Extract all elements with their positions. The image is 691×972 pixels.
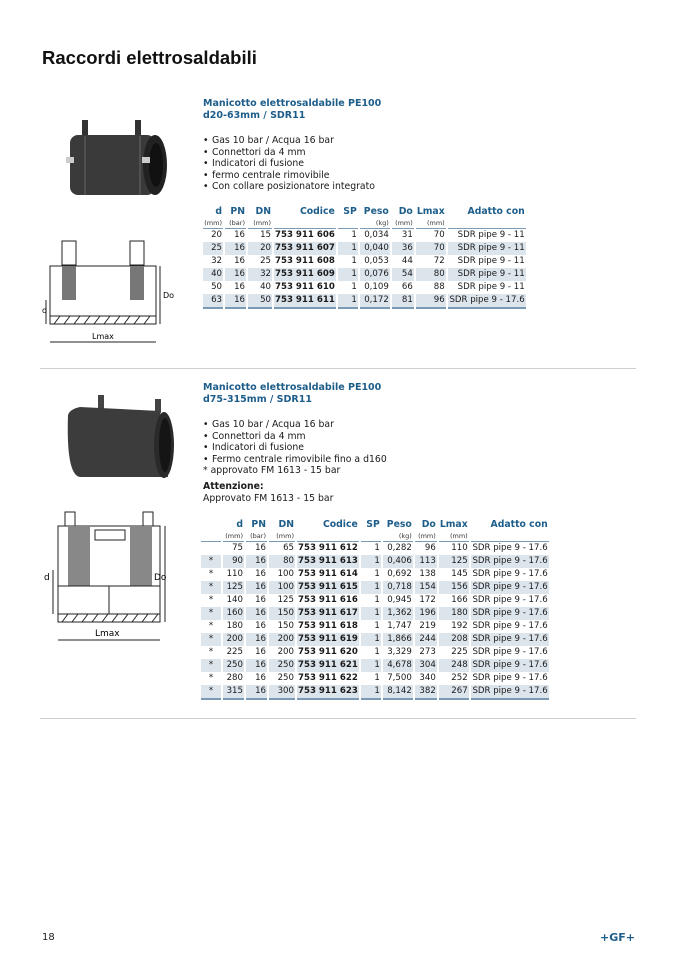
feature-item: • Con collare posizionatore integrato xyxy=(203,181,375,193)
feature-item: • Gas 10 bar / Acqua 16 bar xyxy=(203,419,387,431)
table-cell: 250 xyxy=(269,659,295,672)
header-cell: DN xyxy=(255,206,271,217)
unit-cell: (mm) xyxy=(392,218,414,229)
table-cell: 1,747 xyxy=(387,621,412,631)
product-photo-coupler-large xyxy=(60,395,170,480)
table-cell: SDR pipe 9 - 17.6 xyxy=(472,595,548,605)
table-cell: 225 xyxy=(451,647,468,657)
header-cell: DN xyxy=(278,519,294,530)
unit-cell xyxy=(471,531,549,542)
table-cell: 1 xyxy=(361,659,381,672)
dim-label-do: Do xyxy=(154,573,167,583)
attention-label: Attenzione: xyxy=(203,481,264,492)
table-cell: 0,406 xyxy=(383,555,413,568)
table-cell: 50 xyxy=(248,294,272,309)
dim-label-d: d xyxy=(42,306,48,315)
table-cell: SDR pipe 9 - 11 xyxy=(457,282,525,292)
header-cell: PN xyxy=(251,519,266,530)
table-cell: * xyxy=(201,659,221,672)
table-cell: 66 xyxy=(401,282,413,292)
table-cell: 80 xyxy=(269,555,295,568)
table-cell: 1 xyxy=(338,242,358,255)
unit-cell: (mm) xyxy=(415,531,437,542)
table-cell: 125 xyxy=(277,595,294,605)
technical-drawing-small xyxy=(42,238,175,348)
table-cell: 0,053 xyxy=(364,256,389,266)
table-cell: 16 xyxy=(234,256,245,266)
table-row xyxy=(201,581,549,594)
table-cell: 753 911 612 xyxy=(298,543,358,553)
table-cell: SDR pipe 9 - 17.6 xyxy=(472,673,548,683)
table-cell: 1 xyxy=(374,569,380,579)
table-row xyxy=(203,229,526,242)
table-cell: 280 xyxy=(226,673,243,683)
product-photo-coupler-small xyxy=(60,120,170,200)
table-cell: 753 911 609 xyxy=(275,269,335,279)
table-cell: 44 xyxy=(401,256,413,266)
table-cell: * xyxy=(201,555,221,568)
table-cell: 208 xyxy=(439,633,469,646)
table-cell: 16 xyxy=(255,569,266,579)
table-cell: 16 xyxy=(234,282,245,292)
table-cell: 40 xyxy=(260,282,271,292)
table-cell: 166 xyxy=(451,595,468,605)
feature-item: • Connettori da 4 mm xyxy=(203,147,375,159)
table-cell: 70 xyxy=(416,242,446,255)
feature-item: • Indicatori di fusione xyxy=(203,158,375,170)
table-cell: 0,076 xyxy=(360,268,390,281)
table-cell: 1 xyxy=(351,256,357,266)
unit-cell xyxy=(297,531,359,542)
table-cell: 25 xyxy=(260,256,271,266)
table-cell: * xyxy=(201,685,221,700)
unit-cell xyxy=(274,218,336,229)
table-cell: SDR pipe 9 - 11 xyxy=(457,256,525,266)
table-cell: 340 xyxy=(419,673,436,683)
table-cell: 180 xyxy=(226,621,243,631)
table-cell: * xyxy=(201,607,221,620)
table-row xyxy=(201,594,549,607)
table-cell: 16 xyxy=(246,659,267,672)
unit-cell: (mm) xyxy=(416,218,446,229)
table-cell: 16 xyxy=(246,633,267,646)
table-cell: 1 xyxy=(351,230,357,240)
header-cell: d xyxy=(215,206,222,217)
table-cell: 36 xyxy=(392,242,414,255)
table-cell: 110 xyxy=(226,569,243,579)
table-cell: 753 911 608 xyxy=(275,256,335,266)
table-cell: 16 xyxy=(225,294,246,309)
technical-drawing-large xyxy=(44,510,170,650)
table-row xyxy=(203,294,526,309)
unit-cell: (mm) xyxy=(439,531,469,542)
table-cell: SDR pipe 9 - 11 xyxy=(448,268,526,281)
table-cell: 150 xyxy=(277,621,294,631)
table-cell: 1 xyxy=(361,633,381,646)
table-cell: SDR pipe 9 - 17.6 xyxy=(472,543,548,553)
page-number: 18 xyxy=(42,932,55,943)
table-cell: 753 911 614 xyxy=(298,569,358,579)
table-cell: 100 xyxy=(277,569,294,579)
table-cell: SDR pipe 9 - 17.6 xyxy=(472,569,548,579)
table-cell: 1 xyxy=(374,543,380,553)
table-cell: 1 xyxy=(374,673,380,683)
header-row xyxy=(203,206,526,218)
table-row xyxy=(201,555,549,568)
table-cell: 4,678 xyxy=(383,659,413,672)
header-cell: Adatto con xyxy=(490,519,548,530)
table-cell: 273 xyxy=(419,647,436,657)
header-cell: d xyxy=(236,519,243,530)
table-cell: SDR pipe 9 - 17.6 xyxy=(472,660,548,670)
product-table-2 xyxy=(199,519,551,700)
table-cell: * xyxy=(208,569,214,579)
table-cell: 54 xyxy=(392,268,414,281)
header-cell: Lmax xyxy=(439,519,468,530)
header-cell: Adatto con xyxy=(467,206,525,217)
table-cell: 267 xyxy=(439,685,469,700)
unit-cell xyxy=(361,531,381,542)
table-cell: SDR pipe 9 - 17.6 xyxy=(472,647,548,657)
table-cell: * xyxy=(201,581,221,594)
table-cell: 138 xyxy=(419,569,436,579)
table-row xyxy=(201,542,549,555)
table-cell: * xyxy=(208,595,214,605)
table-cell: 3,329 xyxy=(387,647,412,657)
header-cell xyxy=(201,519,221,531)
table-cell: 300 xyxy=(269,685,295,700)
table-cell: 1 xyxy=(351,282,357,292)
table-cell: 753 911 606 xyxy=(275,230,335,240)
unit-cell: (kg) xyxy=(383,531,413,542)
table-cell: 200 xyxy=(223,633,244,646)
table-cell: SDR pipe 9 - 17.6 xyxy=(472,621,548,631)
table-cell: 753 911 615 xyxy=(298,582,358,592)
table-cell: 16 xyxy=(255,543,266,553)
table-row xyxy=(201,607,549,620)
table-cell: 20 xyxy=(248,242,272,255)
divider xyxy=(40,718,636,719)
table-cell: 753 911 611 xyxy=(274,294,336,309)
header-cell: SP xyxy=(343,206,357,217)
header-cell: Do xyxy=(398,206,413,217)
unit-cell: (bar) xyxy=(246,531,267,542)
table-cell: 16 xyxy=(246,685,267,700)
unit-cell: (mm) xyxy=(269,531,295,542)
table-cell: SDR pipe 9 - 17.6 xyxy=(472,556,548,566)
unit-cell: (mm) xyxy=(204,219,222,227)
table-cell: 75 xyxy=(232,543,243,553)
table-cell: 65 xyxy=(283,543,294,553)
table-cell: 1 xyxy=(374,621,380,631)
table-cell: 156 xyxy=(439,581,469,594)
table-cell: 753 911 613 xyxy=(298,556,358,566)
feature-list xyxy=(203,135,375,193)
table-cell: 753 911 621 xyxy=(298,660,358,670)
table-cell: 1 xyxy=(361,555,381,568)
table-cell: 145 xyxy=(451,569,468,579)
table-cell: 172 xyxy=(419,595,436,605)
header-cell: Peso xyxy=(363,206,389,217)
table-cell: * xyxy=(208,621,214,631)
feature-list xyxy=(203,419,387,465)
table-cell: 80 xyxy=(416,268,446,281)
table-cell: SDR pipe 9 - 17.6 xyxy=(472,608,548,618)
dim-label-lmax: Lmax xyxy=(92,332,114,341)
feature-item: • fermo centrale rimovibile xyxy=(203,170,375,182)
table-cell: SDR pipe 9 - 11 xyxy=(448,242,526,255)
table-cell: 244 xyxy=(415,633,437,646)
table-cell: SDR pipe 9 - 11 xyxy=(457,230,525,240)
units-row xyxy=(201,531,549,542)
table-cell: 16 xyxy=(246,581,267,594)
table-cell: 16 xyxy=(255,673,266,683)
page-title: Raccordi elettrosaldabili xyxy=(42,47,257,68)
table-cell: 32 xyxy=(248,268,272,281)
table-cell: 753 911 617 xyxy=(298,608,358,618)
table-cell: 0,109 xyxy=(364,282,389,292)
header-row xyxy=(201,519,549,531)
table-cell: 250 xyxy=(223,659,244,672)
table-cell: 16 xyxy=(225,268,246,281)
unit-cell xyxy=(448,218,526,229)
table-row xyxy=(201,568,549,581)
product-table-1 xyxy=(201,206,528,309)
units-row xyxy=(203,218,526,229)
table-cell: 15 xyxy=(260,230,271,240)
table-cell: 16 xyxy=(255,621,266,631)
table-cell: 382 xyxy=(415,685,437,700)
unit-cell: (kg) xyxy=(360,218,390,229)
section2-heading xyxy=(203,382,381,406)
table-row xyxy=(203,268,526,281)
table-cell: * xyxy=(201,633,221,646)
table-cell: 1 xyxy=(374,595,380,605)
feature-item: • Connettori da 4 mm xyxy=(203,431,387,443)
unit-cell xyxy=(201,531,221,542)
table-row xyxy=(201,659,549,672)
table-cell: 125 xyxy=(223,581,244,594)
header-cell: Lmax xyxy=(416,206,445,217)
table-cell: 96 xyxy=(424,543,436,553)
heading-line: d75-315mm / SDR11 xyxy=(203,394,312,405)
table-cell: 180 xyxy=(439,607,469,620)
table-cell: 125 xyxy=(439,555,469,568)
table-cell: 154 xyxy=(415,581,437,594)
table-cell: 304 xyxy=(415,659,437,672)
dim-label-d: d xyxy=(44,573,50,583)
feature-item: • Gas 10 bar / Acqua 16 bar xyxy=(203,135,375,147)
table-row xyxy=(203,242,526,255)
table-cell: 0,945 xyxy=(387,595,412,605)
feature-item: • Indicatori di fusione xyxy=(203,442,387,454)
table-cell: 250 xyxy=(277,673,294,683)
table-cell: 88 xyxy=(433,282,445,292)
heading-line: d20-63mm / SDR11 xyxy=(203,110,306,121)
table-cell: 753 911 619 xyxy=(298,634,358,644)
table-cell: 32 xyxy=(211,256,222,266)
table-cell: 63 xyxy=(203,294,223,309)
table-cell: 200 xyxy=(277,647,294,657)
table-cell: 25 xyxy=(203,242,223,255)
table-cell: 40 xyxy=(203,268,223,281)
dim-label-do: Do xyxy=(163,291,175,300)
table-cell: 7,500 xyxy=(387,673,412,683)
table-cell: 1 xyxy=(338,294,358,309)
table-cell: 1,362 xyxy=(383,607,413,620)
heading-line: Manicotto elettrosaldabile PE100 xyxy=(203,382,382,393)
header-cell: Codice xyxy=(299,206,335,217)
table-cell: 16 xyxy=(246,607,267,620)
attention-text: Approvato FM 1613 - 15 bar xyxy=(203,493,334,504)
table-cell: * xyxy=(208,647,214,657)
table-row xyxy=(203,255,526,268)
table-cell: 0,172 xyxy=(360,294,390,309)
table-cell: 1 xyxy=(361,685,381,700)
footnote: * approvato FM 1613 - 15 bar xyxy=(203,465,341,476)
unit-cell: (mm) xyxy=(223,531,244,542)
table-cell: 31 xyxy=(401,230,413,240)
table-cell: 16 xyxy=(225,242,246,255)
table-cell: 16 xyxy=(255,595,266,605)
table-cell: 0,282 xyxy=(387,543,412,553)
table-cell: 753 911 622 xyxy=(298,673,358,683)
table-cell: 110 xyxy=(451,543,468,553)
header-cell: Codice xyxy=(322,519,358,530)
table-cell: 753 911 616 xyxy=(298,595,358,605)
table-cell: 0,034 xyxy=(364,230,389,240)
unit-cell xyxy=(338,218,358,229)
table-cell: 150 xyxy=(269,607,295,620)
table-cell: 196 xyxy=(415,607,437,620)
table-cell: SDR pipe 9 - 17.6 xyxy=(472,582,548,592)
table-cell: 72 xyxy=(433,256,445,266)
feature-item: • Fermo centrale rimovibile fino a d160 xyxy=(203,454,387,466)
table-cell: 16 xyxy=(255,647,266,657)
table-cell: 0,718 xyxy=(383,581,413,594)
table-cell: 140 xyxy=(226,595,243,605)
table-cell: 753 911 623 xyxy=(297,685,359,700)
table-cell: 113 xyxy=(415,555,437,568)
table-row xyxy=(201,685,549,700)
table-row xyxy=(201,620,549,633)
table-row xyxy=(201,672,549,685)
table-cell: 1 xyxy=(338,268,358,281)
table-row xyxy=(201,633,549,646)
table-cell: 96 xyxy=(416,294,446,309)
table-row xyxy=(203,281,526,294)
table-cell: SDR pipe 9 - 17.6 xyxy=(471,685,549,700)
unit-cell: (bar) xyxy=(225,218,246,229)
heading-line: Manicotto elettrosaldabile PE100 xyxy=(203,98,382,109)
table-cell: 753 911 607 xyxy=(275,243,335,253)
table-cell: 1 xyxy=(361,581,381,594)
table-cell: 200 xyxy=(269,633,295,646)
table-cell: * xyxy=(208,673,214,683)
header-cell: PN xyxy=(230,206,245,217)
table-row xyxy=(201,646,549,659)
table-cell: SDR pipe 9 - 17.6 xyxy=(448,294,526,309)
table-cell: 81 xyxy=(392,294,414,309)
table-cell: 219 xyxy=(419,621,436,631)
dim-label-lmax: Lmax xyxy=(95,629,120,639)
table-cell: 0,692 xyxy=(387,569,412,579)
table-cell: 1 xyxy=(374,647,380,657)
table-cell: 90 xyxy=(223,555,244,568)
table-cell: 16 xyxy=(234,230,245,240)
table-cell: 100 xyxy=(269,581,295,594)
header-cell: Do xyxy=(421,519,436,530)
table-cell: 192 xyxy=(451,621,468,631)
table-cell: SDR pipe 9 - 17.6 xyxy=(472,634,548,644)
table-cell: 315 xyxy=(223,685,244,700)
table-cell: 225 xyxy=(226,647,243,657)
table-cell: 0,040 xyxy=(360,242,390,255)
header-cell: Peso xyxy=(386,519,412,530)
table-cell: 160 xyxy=(223,607,244,620)
table-cell: 248 xyxy=(439,659,469,672)
table-cell: 1,866 xyxy=(383,633,413,646)
table-cell: 753 911 618 xyxy=(298,621,358,631)
table-cell: 8,142 xyxy=(383,685,413,700)
table-cell: 252 xyxy=(451,673,468,683)
table-cell: 16 xyxy=(246,555,267,568)
unit-cell: (mm) xyxy=(248,218,272,229)
table-cell: 70 xyxy=(433,230,445,240)
table-cell xyxy=(201,542,221,555)
divider xyxy=(40,368,636,369)
gf-logo: +GF+ xyxy=(600,931,635,944)
section1-heading xyxy=(203,98,381,122)
header-cell: SP xyxy=(366,519,380,530)
table-cell: 50 xyxy=(211,282,222,292)
table-cell: 753 911 620 xyxy=(298,647,358,657)
table-cell: 753 911 610 xyxy=(275,282,335,292)
table-cell: 20 xyxy=(211,230,222,240)
table-cell: 1 xyxy=(361,607,381,620)
